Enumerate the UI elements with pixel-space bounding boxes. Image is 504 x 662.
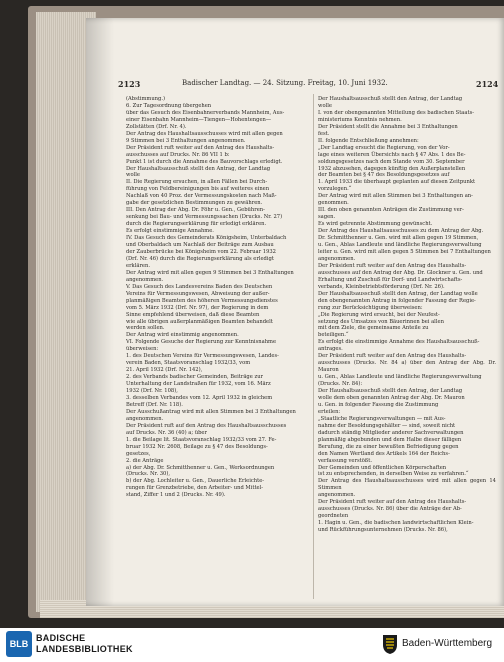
text-line: angenommen. xyxy=(318,255,356,262)
text-line: bruar 1932 Nr. 2608, Beilage zu § 47 des Besoldungs- xyxy=(126,443,268,450)
text-line: 1. des Deutschen Vereins für Vermessungswesen, Landes- xyxy=(126,353,279,360)
text-line: über das Gesuch des Eisenbahnerverbands Mannheim, Aus- xyxy=(126,109,285,116)
text-line: einer Eisenbahn Mannheim—Tiengen—Hohentengen— xyxy=(126,116,272,123)
text-line: verfassung verstößt. xyxy=(318,457,373,464)
text-line: Der Haushaltsausschuß stellt den Antrag, der Landtag wolle xyxy=(318,290,478,297)
text-line: (Abstimmung.) xyxy=(126,96,166,102)
text-line: Der Antrag des Haushaltsausschusses wird mit allen gegen 14 Stimmen xyxy=(318,478,496,492)
text-line: 1932 (Drf. Nr. 108), xyxy=(126,388,178,395)
text-line: Es erfolgt die einstimmige Annahme des Haushaltsausschuß- xyxy=(318,339,480,346)
text-line: II. folgende Entschließung annehmen: xyxy=(318,137,419,144)
text-line: planmäßig abgebunden und dem Halbe dieser fälligen xyxy=(318,436,462,443)
text-line: 1. April 1933 die überhaupt geplanten auf diesen Zeitpunkt xyxy=(318,179,476,186)
text-line: angenommen. xyxy=(126,276,164,283)
text-line: 1. die Beilage lit. Staatsvoranschlag 1932/33 vom 27. Fe- xyxy=(126,436,277,443)
text-line: und Oberbaldach um Nachlaß der Beiträge zum Ausbau xyxy=(126,242,274,249)
text-line: und Rückführungsunternehmen (Drucks. Nr. 86), xyxy=(318,527,448,534)
text-line: Der Präsident ruft weiter auf den Antrag des Haushalts- xyxy=(126,144,275,151)
text-line: gabe der gesetzlichen Bestimmungen zu gewähren. xyxy=(126,200,263,207)
text-line: III. Den Antrag der Abg. Dr. Föhr u. Gen., Gebühren- xyxy=(126,207,265,214)
text-line: stand, Ziffer 1 und 2 (Drucks. Nr. 49). xyxy=(126,492,226,499)
text-line: der Beamten bei § 47 des Besoldungsgesetzes auf xyxy=(318,172,450,179)
text-line: Der Haushaltsausschuß stellt den Antrag, der Landtag xyxy=(318,388,463,395)
text-line: 1. Hagin u. Gen., die badischen landwirtschaftlichen Klein- xyxy=(318,520,474,527)
blb-line1: BADISCHE xyxy=(36,633,86,643)
text-line: fest. xyxy=(318,130,330,137)
text-line: der Zauberbrücke bei Königsheim vom 22. Februar 1932 xyxy=(126,248,276,255)
text-line: wie alle übrigen außerplanmäßigen Beamten behandelt xyxy=(126,318,273,325)
text-line: VI. Folgende Gesuche der Regierung zur Kenntnisnahme xyxy=(126,339,277,346)
text-line: den Namen Wertland des Artikels 164 der Reichs- xyxy=(318,450,450,457)
text-line: angenommen. xyxy=(126,415,164,422)
text-line: Der Antrag wird mit allen Stimmen bei 3 Enthaltungen an- xyxy=(318,193,473,200)
text-line: b) der Abg. Lochleiter u. Gen., Dauerliche Erleichte- xyxy=(126,478,265,485)
text-line: setzung des Umsatzes von Bäuerinnen bei allen xyxy=(318,318,444,325)
text-line: wolle dem oben genannten Antrag der Abg. Dr. Mauron xyxy=(318,394,465,401)
text-line: führung von Feldbereinigungen bis auf weiteres einen xyxy=(126,186,270,193)
text-line: planmäßigen Beamten des höheren Vermessungsdienstes xyxy=(126,297,278,304)
text-line: beteiligen.“ xyxy=(318,332,349,339)
text-line: Der Präsident ruft weiter auf den Antrag des Haushalts- xyxy=(318,499,467,506)
text-line: geordneten xyxy=(318,513,349,520)
text-line: werden sollen. xyxy=(126,325,165,332)
text-line: Der Haushaltsausschuß stellt den Antrag, der Landtag xyxy=(318,96,463,102)
blb-name xyxy=(36,633,133,655)
right-page-number: 2124 xyxy=(476,79,499,89)
text-line: Nachlaß von 40 Proz. der Vermessungskosten nach Maß- xyxy=(126,193,277,200)
text-column-right xyxy=(318,96,496,600)
text-line: erklären. xyxy=(126,262,150,269)
text-line: Punkt 1 ist durch die Annahme des Bauvorschlags erledigt. xyxy=(126,158,283,165)
text-line: u. Gen., Ablas Landleute und ländliche Regierungsverwaltung xyxy=(318,374,482,381)
text-line: Der Antrag des Haushaltsausschusses wird mit allen gegen xyxy=(126,130,283,137)
text-line: II. Die Regierung ersuchen, in allen Fällen bei Durch- xyxy=(126,179,268,186)
text-line: rungen für Grenzbetriebe, den Arbeiter- und Mittel- xyxy=(126,485,264,492)
text-line: auf Drucks. Nr. 36 (40) a; über xyxy=(126,429,207,436)
text-line: 9 Stimmen bei 3 Enthaltungen angenommen. xyxy=(126,137,246,144)
text-line: sagen. xyxy=(318,214,336,221)
text-line: Der Präsident stellt die Annahme bei 3 Enthaltungen xyxy=(318,123,458,130)
text-line: Der Antrag wird einstimmig angenommen. xyxy=(126,332,239,339)
text-line: IV. Das Gesuch des Gemeinderats Königsheim, Unterbaldach xyxy=(126,235,287,242)
text-line: rung zur Berücksichtigung überweisen: xyxy=(318,304,423,311)
text-line: Betreff (Drf. Nr. 118). xyxy=(126,401,183,408)
baden-wuerttemberg-label: Baden-Württemberg xyxy=(402,638,493,649)
text-line: dadurch ständig Mitglieder anderer Sachverwaltungen xyxy=(318,429,464,436)
text-line: Vereins für Vermessungswesen, Abweisung der außer- xyxy=(126,290,270,297)
text-line: 3. desselben Verbandes vom 12. April 1932 in gleichem xyxy=(126,394,273,401)
text-column-left xyxy=(126,96,304,600)
text-line: u. Gen., Ablas Landleute und ländliche Regierungsverwaltung xyxy=(318,242,482,249)
text-line: 6. Zur Tagesordnung übergehen xyxy=(126,102,212,109)
text-line: Der Antrag wird mit allen gegen 9 Stimmen bei 3 Enthaltungen xyxy=(126,269,294,276)
text-line: ausschusses (Drucks. Nr. 86) über die Anträge der Ab- xyxy=(318,506,462,513)
blb-line2: LANDESBIBLIOTHEK xyxy=(36,644,133,654)
text-line: ist zu entsprechenden, in derselben Weise zu verfahren.“ xyxy=(318,471,469,478)
text-line: den obengenannten Antrag in folgender Fassung der Regie- xyxy=(318,297,476,304)
text-line: 1932 abzusehen, dagegen künftig den Außerplanstellen xyxy=(318,165,466,172)
text-line: genommen. xyxy=(318,200,349,207)
text-line: Unterhaltung der Landstraßen für 1932, vom 16. März xyxy=(126,381,271,388)
text-line: Der Gemeinden und öffentlichen Körperschaften xyxy=(318,464,447,471)
text-line: Sinne empfehlend überweisen, daß diese Beamten xyxy=(126,311,260,318)
library-footer xyxy=(0,628,504,662)
running-header: Badischer Landtag. — 24. Sitzung. Freitag, 10. Juni 1932. xyxy=(182,79,388,87)
text-line: 2. die Anträge xyxy=(126,457,164,464)
text-line: III. den oben genannten Anträgen die Zustimmung ver- xyxy=(318,207,464,214)
text-line: „Staatliche Regierungsverwaltungen — mit Aus- xyxy=(318,415,446,422)
page-gutter-shadow xyxy=(86,18,114,606)
text-line: 21. April 1932 (Drf. Nr. 142), xyxy=(126,367,203,374)
text-line: wolle xyxy=(318,102,332,109)
text-line: wolle xyxy=(126,172,140,179)
text-line: gesetzes, xyxy=(126,450,151,457)
text-line: 2. des Verbands badischer Gemeinden, Beiträge zur xyxy=(126,374,264,381)
text-line: „Der Landtag ersucht die Regierung, von der Vor- xyxy=(318,144,450,151)
text-line: angenommen. xyxy=(318,492,356,499)
text-line: verbands, Kleinbetriebtsförderung (Drf. Nr. 26). xyxy=(318,283,445,290)
column-divider xyxy=(313,94,314,599)
text-line: nahme der Besoldungsgehälter — sind, soweit nicht xyxy=(318,422,456,429)
text-line: (Drucks. Nr. 84): xyxy=(318,381,363,388)
text-line: antrages. xyxy=(318,346,343,353)
text-line: Der Präsident ruft weiter auf den Antrag des Haushalts- xyxy=(318,262,467,269)
text-line: (Drucks. Nr. 30), xyxy=(126,471,171,478)
text-line: Der Antrag des Haushaltsausschusses zu dem Antrag der Abg. xyxy=(318,228,484,235)
text-line: Der Ausschußantrag wird mit allen Stimmen bei 3 Enthaltungen xyxy=(126,408,296,415)
text-line: lage eines weiteren Übersichts nach § 47 Abs. 1 des Be- xyxy=(318,151,466,158)
text-line: durch die Regierungserklärung für erledigt erklären. xyxy=(126,221,267,228)
text-line: Der Präsident ruft weiter auf den Antrag des Haushalts- xyxy=(318,353,467,360)
text-line: Es wird getrennte Abstimmung gewünscht. xyxy=(318,221,433,228)
text-line: Erhaltung und Zuschuß für Dorf- und Landwirtschafts- xyxy=(318,276,463,283)
text-line: senkung bei Bau- und Vermessungssachen (Drucks. Nr. 27) xyxy=(126,214,283,221)
text-line: I. von der obengenannten Mitteilung des badischen Staats- xyxy=(318,109,474,116)
text-line: vom 5. März 1932 (Drf. Nr. 97), der Regierung in dem xyxy=(126,304,269,311)
blb-logo-icon: BLB xyxy=(6,631,32,657)
text-line: ausschusses auf Drucks. Nr. 86 VII 1 b: xyxy=(126,151,230,158)
text-line: Es erfolgt einstimmige Annahme. xyxy=(126,228,214,235)
text-line: verein Baden, Staatsvoranschlag 1932/33, vom xyxy=(126,360,251,367)
text-line: Berufung, die zu einer bewußten Befriedigung gegen xyxy=(318,443,459,450)
baden-wuerttemberg-crest-icon xyxy=(381,633,399,655)
text-line: leiter u. Gen. wird mit allen gegen 5 Stimmen bei 7 Enthaltungen xyxy=(318,248,491,255)
text-line: „Die Regierung wird ersucht, bei der Neufest- xyxy=(318,311,440,318)
text-line: (Drf. Nr. 46) durch die Regierungserklärung als erledigt xyxy=(126,255,274,262)
text-line: überweisen: xyxy=(126,346,159,353)
text-line: ausschusses auf den Antrag der Abg. Dr. Glockner u. Gen. und xyxy=(318,269,483,276)
text-line: soldungsgesetzes nach dem Stande vom 30. September xyxy=(318,158,465,165)
text-line: erteilen: xyxy=(318,408,341,415)
text-line: a) der Abg. Dr. Schmitthenner u. Gen., Werksordnungen xyxy=(126,464,275,471)
text-line: ausschusses (Drucks. Nr. 84 a) über den Antrag der Abg. Dr. Mauron xyxy=(318,360,496,374)
text-line: Zollstätten (Drf. Nr. 4). xyxy=(126,123,187,130)
text-line: V. Das Gesuch des Landesvereins Baden des Deutschen xyxy=(126,283,273,290)
text-line: mit dem Ziele, die gemeinsame Anteile zu xyxy=(318,325,429,332)
text-line: vorzulegen.“ xyxy=(318,186,352,193)
text-line: Dr. Schmitthenner u. Gen. wird mit allen gegen 19 Stimmen, xyxy=(318,235,479,242)
left-page-number: 2123 xyxy=(118,79,141,89)
text-line: Der Präsident ruft auf den Antrag des Haushaltsausschusses xyxy=(126,422,287,429)
text-line: u. Gen. in folgender Fassung die Zustimmung xyxy=(318,401,439,408)
text-line: ministeriums Kenntnis nehmen. xyxy=(318,116,402,123)
text-line: Der Haushaltsausschuß stellt den Antrag, der Landtag xyxy=(126,165,271,172)
